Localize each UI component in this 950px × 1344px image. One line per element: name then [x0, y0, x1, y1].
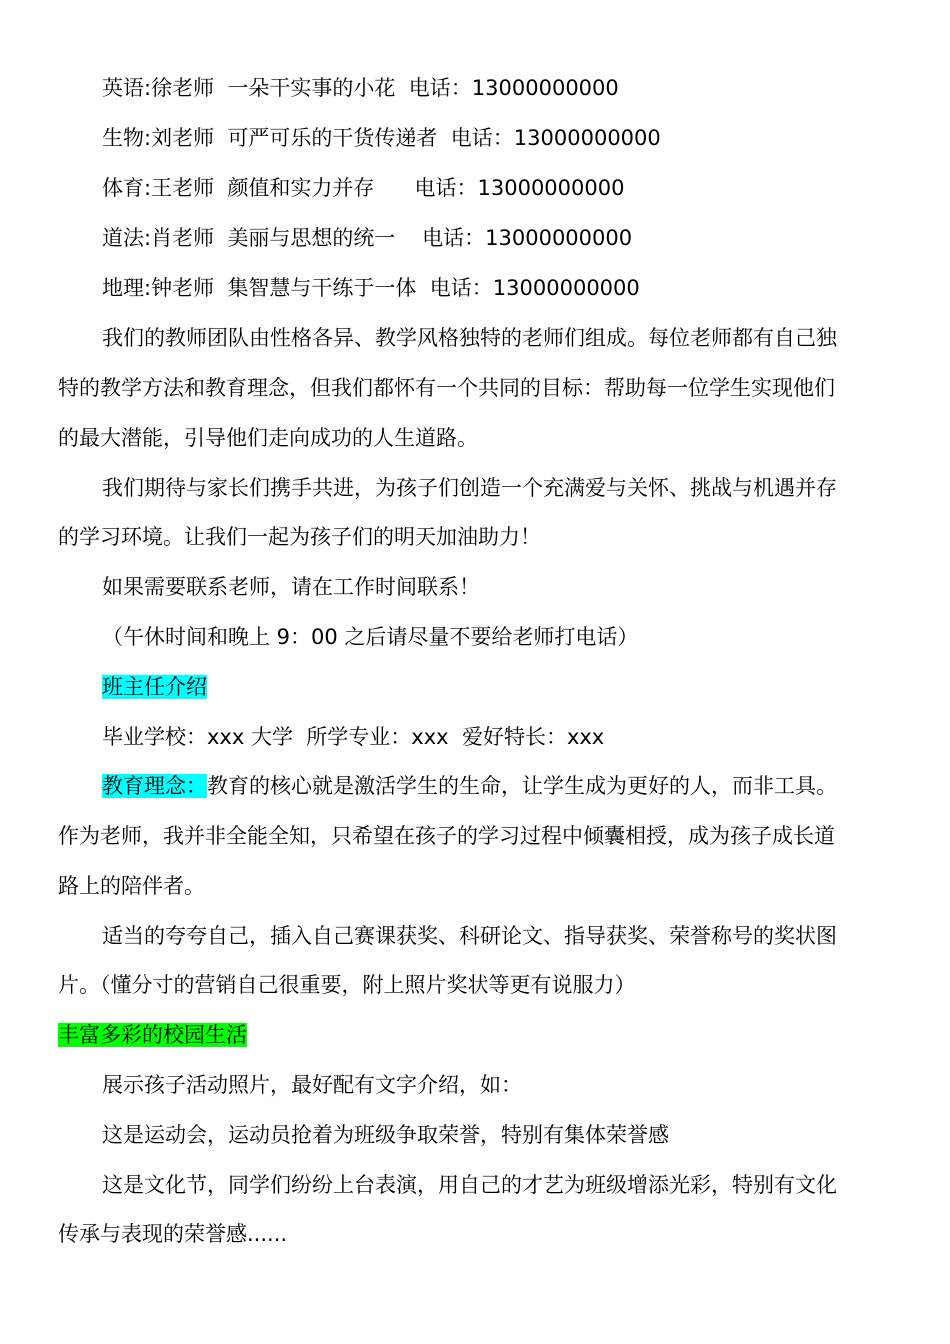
campus-culture-line: 这是文化节，同学们纷纷上台表演，用自己的才艺为班级增添光彩，特别有文化 — [102, 1173, 837, 1197]
philosophy-line — [102, 772, 837, 800]
philosophy-text: 教育的核心就是激活学生的生命，让学生成为更好的人，而非工具。 — [207, 774, 837, 798]
highlighted-heading: 班主任介绍 — [102, 675, 207, 699]
teacher-desc: 颜值和实力并存 — [227, 176, 375, 200]
praise-line: 片。（懂分寸的营销自己很重要，附上照片奖状等更有说服力） — [58, 973, 636, 997]
teacher-subject: 生物:刘老师 — [102, 126, 215, 150]
teacher-phone: 电话：13000000000 — [450, 126, 661, 150]
head-teacher-info: 毕业学校：xxx 大学 所学专业：xxx 爱好特长：xxx — [102, 725, 605, 749]
campus-culture-line: 传承与表现的荣誉感...... — [58, 1222, 288, 1246]
campus-sports-line: 这是运动会，运动员抢着为班级争取荣誉，特别有集体荣誉感 — [102, 1123, 669, 1147]
philosophy-label: 教育理念： — [102, 774, 207, 798]
teacher-phone: 电话：13000000000 — [414, 176, 625, 200]
teacher-subject: 地理:钟老师 — [102, 276, 215, 300]
teacher-line-english — [102, 74, 619, 102]
teacher-subject: 体育:王老师 — [102, 176, 215, 200]
praise-line: 适当的夸夸自己，插入自己赛课获奖、科研论文、指导获奖、荣誉称号的奖状图 — [102, 924, 837, 948]
teacher-desc: 可严可乐的干货传递者 — [227, 126, 438, 150]
teacher-line-ethics — [102, 224, 632, 252]
team-paragraph-line: 我们的教师团队由性格各异、教学风格独特的老师们组成。每位老师都有自己独 — [102, 326, 837, 350]
teacher-phone: 电话：13000000000 — [408, 76, 619, 100]
contact-note: 如果需要联系老师，请在工作时间联系！ — [102, 575, 480, 599]
teacher-desc: 一朵干实事的小花 — [227, 76, 396, 100]
teacher-line-pe — [102, 174, 624, 202]
team-paragraph-line: 特的教学方法和教育理念，但我们都怀有一个共同的目标：帮助每一位学生实现他们 — [58, 376, 835, 400]
parents-paragraph-line: 的学习环境。让我们一起为孩子们的明天加油助力！ — [58, 525, 541, 549]
team-paragraph-line: 的最大潜能，引导他们走向成功的人生道路。 — [58, 426, 478, 450]
teacher-desc: 集智慧与干练于一体 — [227, 276, 417, 300]
teacher-subject: 英语:徐老师 — [102, 76, 215, 100]
campus-heading — [58, 1021, 247, 1049]
teacher-line-geography — [102, 274, 640, 302]
highlighted-heading: 丰富多彩的校园生活 — [58, 1023, 247, 1047]
head-teacher-heading — [102, 673, 207, 701]
teacher-desc: 美丽与思想的统一 — [227, 226, 396, 250]
teacher-subject: 道法:肖老师 — [102, 226, 215, 250]
philosophy-line: 作为老师，我并非全能全知，只希望在孩子的学习过程中倾囊相授，成为孩子成长道 — [58, 824, 835, 848]
parents-paragraph-line: 我们期待与家长们携手共进，为孩子们创造一个充满爱与关怀、挑战与机遇并存 — [102, 476, 837, 500]
teacher-phone: 电话：13000000000 — [429, 276, 640, 300]
contact-note-hours: （午休时间和晚上 9：00 之后请尽量不要给老师打电话） — [102, 625, 639, 649]
teacher-phone: 电话：13000000000 — [422, 226, 633, 250]
teacher-line-biology — [102, 124, 661, 152]
philosophy-line: 路上的陪伴者。 — [58, 874, 205, 898]
campus-intro: 展示孩子活动照片，最好配有文字介绍，如： — [102, 1073, 522, 1097]
